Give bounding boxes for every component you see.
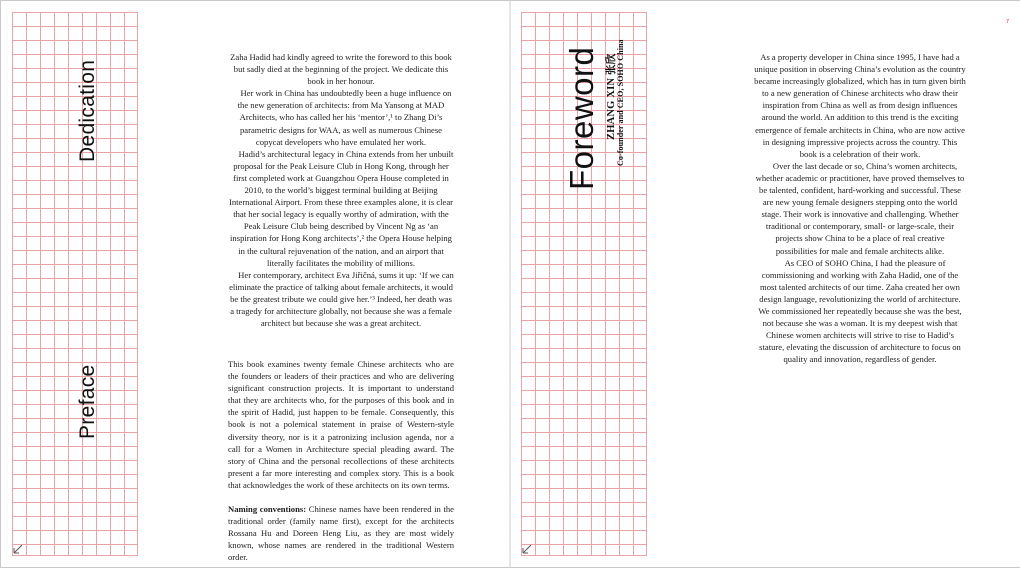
dedication-text — [228, 51, 454, 329]
foreword-title: Foreword — [563, 46, 600, 190]
corner-arrow-icon — [522, 544, 532, 554]
dedication-paragraph: Her work in China has undoubtedly been a huge influence on the new generation of architects: from Ma Yansong at MAD Architects, who has called her his ‘mentor’,¹ to Zhang Di’s parametric designs for WAA, as well as numerous Chinese copycat developers who have emulated her work. — [237, 88, 452, 147]
foreword-paragraph: As a property developer in China since 1995, I have had a unique position in observing China’s evolution as the country became increasingly globalized, which has in turn given birth to a new generation of Chinese architects who draw their inspiration from China as well as from design influences around the world. An addition to this trend is the exciting emergence of female architects in China, who are now active in designing impressive projects across the country. This book is a celebration of their work. — [754, 52, 966, 159]
dedication-paragraph: Hadid’s architectural legacy in China extends from her unbuilt proposal for the Peak Leisure Club in Hong Kong, through her first completed work at Guangzhou Opera House completed in 2010, to the world’s biggest terminal building at Beijing International Airport. From these three examples alone, it is clear that her social legacy is equally worthy of admiration, with the Peak Leisure Club being described by Vincent Ng as ‘an inspiration for Hong Kong architects’,² the Opera House helping in the cultural rejuvenation of the nation, and an airport that literally facilitates the mobility of millions. — [228, 148, 454, 268]
foreword-paragraph: As CEO of SOHO China, I had the pleasure of commissioning and working with Zaha Hadid, one of the most talented architects of our time. Zaha created her own design language, revolutionizing the world of architecture. We commissioned her repeatedly because she was the best, not because she was a woman. It is my deepest wish that Chinese women architects will strive to rise to Hadid’s stature, elevating the discussion of architecture to focus on quality and innovation, regardless of gender. — [758, 257, 962, 365]
naming-conventions-label: Naming conventions: — [228, 504, 307, 515]
author-role: Co-founder and CEO, SOHO China — [616, 39, 625, 166]
dedication-title: Dedication — [76, 59, 99, 162]
left-page — [0, 0, 509, 567]
naming-conventions-paragraph — [228, 503, 454, 563]
foreword-text — [754, 51, 966, 365]
corner-arrow-icon — [13, 544, 23, 554]
author-name: ZHANG XIN 张欣 — [606, 53, 617, 140]
left-grid-strip — [12, 12, 138, 556]
page-number: 7 — [1006, 19, 1010, 25]
preface-title: Preface — [76, 364, 99, 439]
dedication-paragraph: Zaha Hadid had kindly agreed to write the foreword to this book but sadly died at the beginning of the project. We dedicate this book in her honour. — [230, 52, 452, 87]
dedication-paragraph: Her contemporary, architect Eva Jiřičná, sums it up: ‘If we can eliminate the practice of talking about female architects, it would be the greatest tribute we could give her.’³ Indeed, her death was a tragedy for architecture globally, not because she was a female architect but because she was a great architect. — [229, 269, 454, 329]
preface-paragraph: This book examines twenty female Chinese architects who are the founders or leaders of their practices and who are delivering significant construction projects. It is important to understand that they are architects who, for the purposes of this book and in the spirit of Hadid, just happen to be female. Consequently, this book is not a polemical statement in praise of Western-style diversity theory, nor is it a patronizing inclusion agenda, nor a call for a Women in Architecture special pleading award. The story of China and the personal recollections of these architects present a far more interesting and complex story. This is a book that acknowledges the work of these architects on its own terms. — [228, 359, 454, 490]
naming-conventions-text: Chinese names have been rendered in the traditional order (family name first), except for the architects Rossana Hu and Doreen Heng Liu, as they are most widely known, whose names are rendered in the traditional Western order. — [228, 504, 454, 563]
foreword-paragraph: Over the last decade or so, China’s women architects, whether academic or practitioner, have proved themselves to be talented, confident, hard-working and successful. These are new young female designers stepping onto the world stage. Their work is innovative and challenging. Whether traditional or contemporary, small- or large-scale, their projects show China to be a place of real creative possibilities for male and female architects alike. — [755, 160, 965, 256]
preface-text — [228, 358, 454, 564]
